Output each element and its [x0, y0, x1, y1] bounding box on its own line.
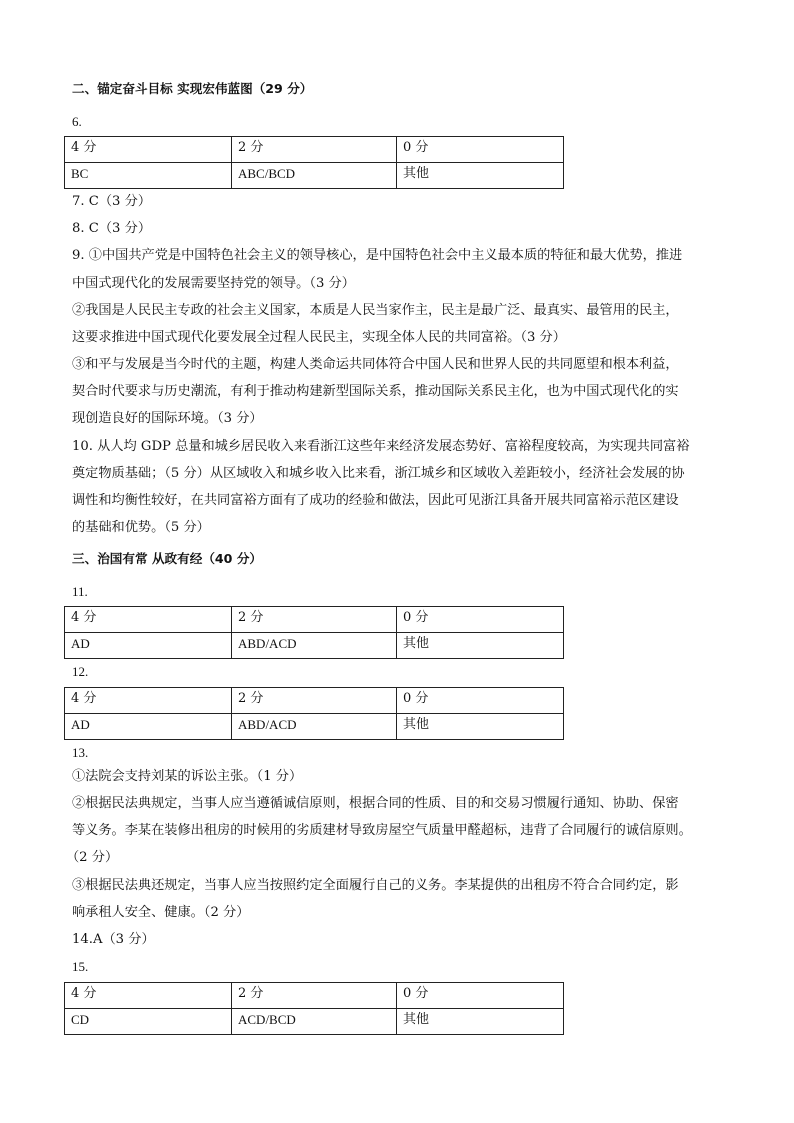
answer-line: 这要求推进中国式现代化要发展全过程人民民主，实现全体人民的共同富裕。（3 分） [72, 330, 566, 345]
table-cell: ABD/ACD [232, 714, 397, 740]
table-cell: AD [65, 633, 232, 659]
answer-line: 14.A（3 分） [72, 932, 155, 947]
table-row [65, 163, 564, 189]
answer-line: 9. ①中国共产党是中国特色社会主义的领导核心，是中国特色社会中主义最本质的特征和最大优势，推进 [72, 248, 683, 263]
answer-line: ①法院会支持刘某的诉讼主张。（1 分） [72, 769, 303, 784]
table-row [65, 688, 564, 714]
question-label: 12. [72, 664, 89, 679]
table-row [65, 714, 564, 740]
table-cell: CD [65, 1009, 232, 1035]
scoring-table-q6 [64, 136, 564, 189]
answer-line: 奠定物质基础；（5 分）从区域收入和城乡收入比来看，浙江城乡和区域收入差距较小，经济社会发展的协 [72, 466, 685, 481]
answer-line: 调性和均衡性较好，在共同富裕方面有了成功的经验和做法，因此可见浙江具备开展共同富裕示范区建设 [72, 493, 679, 508]
answer-line: 响承租人安全、健康。（2 分） [72, 905, 250, 920]
table-row [65, 983, 564, 1009]
answer-line: 7. C（3 分） [72, 194, 152, 209]
table-cell: ABD/ACD [232, 633, 397, 659]
table-cell: 2 分 [232, 688, 397, 714]
answer-line: ③和平与发展是当今时代的主题，构建人类命运共同体符合中国人民和世界人民的共同愿望和根本利益， [72, 357, 679, 372]
section-heading: 二、锚定奋斗目标 实现宏伟蓝图（29 分） [72, 81, 313, 96]
table-cell: 0 分 [397, 137, 564, 163]
question-label: 15. [72, 959, 89, 974]
table-row [65, 137, 564, 163]
table-row [65, 633, 564, 659]
table-cell: ABC/BCD [232, 163, 397, 189]
table-row [65, 607, 564, 633]
answer-line: （2 分） [66, 850, 119, 865]
table-cell: 0 分 [397, 607, 564, 633]
table-cell: 2 分 [232, 983, 397, 1009]
table-cell: 4 分 [65, 688, 232, 714]
table-cell: ACD/BCD [232, 1009, 397, 1035]
answer-line: 等义务。李某在装修出租房的时候用的劣质建材导致房屋空气质量甲醛超标，违背了合同履行的诚信原则。 [72, 823, 692, 838]
answer-line: 的基础和优势。（5 分） [72, 520, 210, 535]
table-cell: AD [65, 714, 232, 740]
table-cell: 其他 [397, 163, 564, 189]
scoring-table-q15 [64, 982, 564, 1035]
answer-line: 10. 从人均 GDP 总量和城乡居民收入来看浙江这些年来经济发展态势好、富裕程度较高，为实现共同富裕 [72, 439, 690, 454]
answer-line: ②根据民法典规定，当事人应当遵循诚信原则，根据合同的性质、目的和交易习惯履行通知、协助、保密 [72, 796, 679, 811]
question-label: 11. [72, 584, 88, 599]
scoring-table-q12 [64, 687, 564, 740]
table-cell: 4 分 [65, 137, 232, 163]
table-cell: 4 分 [65, 607, 232, 633]
table-cell: 2 分 [232, 607, 397, 633]
table-cell: 0 分 [397, 983, 564, 1009]
table-cell: 2 分 [232, 137, 397, 163]
table-cell: 其他 [397, 714, 564, 740]
table-cell: BC [65, 163, 232, 189]
table-cell: 4 分 [65, 983, 232, 1009]
scoring-table-q11 [64, 606, 564, 659]
table-cell: 其他 [397, 1009, 564, 1035]
answer-line: 契合时代要求与历史潮流，有利于推动构建新型国际关系，推动国际关系民主化，也为中国式现代化的实 [72, 384, 679, 399]
answer-line: ②我国是人民民主专政的社会主义国家，本质是人民当家作主，民主是最广泛、最真实、最管用的民主， [72, 303, 679, 318]
answer-line: 8. C（3 分） [72, 221, 152, 236]
answer-line: ③根据民法典还规定，当事人应当按照约定全面履行自己的义务。李某提供的出租房不符合合同约定，影 [72, 878, 679, 893]
table-row [65, 1009, 564, 1035]
question-label: 6. [72, 114, 82, 129]
answer-line: 中国式现代化的发展需要坚持党的领导。（3 分） [72, 276, 355, 291]
table-cell: 0 分 [397, 688, 564, 714]
table-cell: 其他 [397, 633, 564, 659]
question-label: 13. [72, 745, 89, 760]
section-heading: 三、治国有常 从政有经（40 分） [72, 551, 263, 566]
answer-line: 现创造良好的国际环境。（3 分） [72, 411, 263, 426]
